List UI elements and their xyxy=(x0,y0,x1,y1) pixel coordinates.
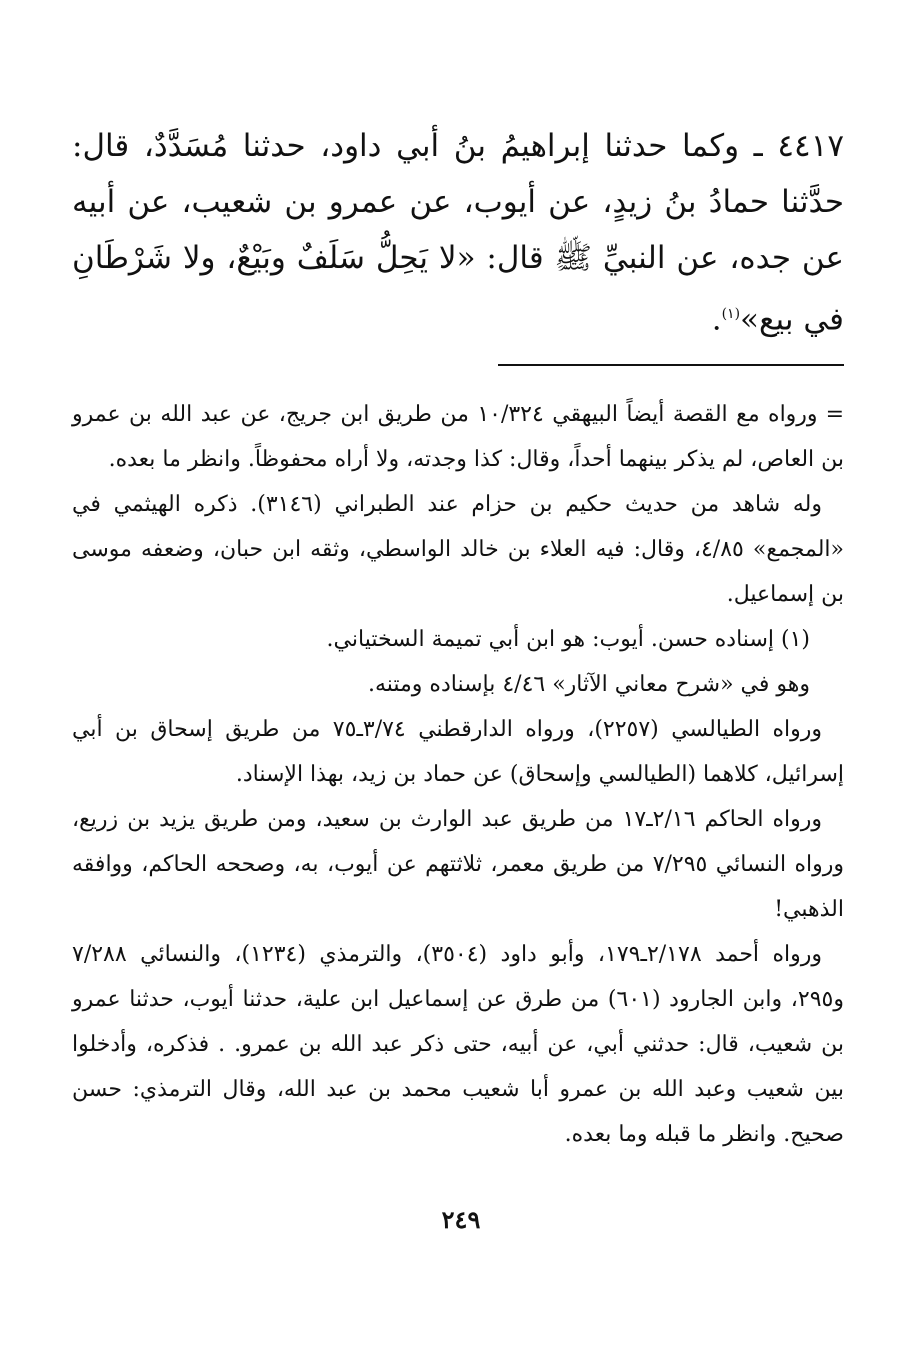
footnote-ahmad: ورواه أحمد ٢/١٧٨ـ١٧٩، وأبو داود (٣٥٠٤)، والترمذي (١٢٣٤)، والنسائي ٧/٢٨٨ و٢٩٥، وابن الجارود (٦٠١) من طرق عن إسماعيل ابن علية، حدثنا أيوب، حدثنا عمرو بن شعيب، قال: حدثني أبي، عن أبيه، حتى ذكر عبد الله بن عمرو. . فذكره، وأدخلوا بين شعيب وعبد الله بن عمرو أبا شعيب محمد بن عبد الله، وقال الترمذي: حسن صحيح. وانظر ما قبله وما بعده. xyxy=(72,942,844,1147)
footnote-continuation-text: ورواه مع القصة أيضاً البيهقي ١٠/٣٢٤ من طريق ابن جريج، عن عبد الله بن عمرو بن العاص، لم يذكر بينهما أحداً، وقال: كذا وجدته، ولا أراه محفوظاً. وانظر ما بعده. xyxy=(72,402,844,472)
hadith-number: ٤٤١٧ xyxy=(777,128,844,164)
continuation-mark: = xyxy=(825,402,844,427)
hadith-paragraph: ٤٤١٧ ـ وكما حدثنا إبراهيمُ بنُ أبي داود، حدثنا مُسَدَّدٌ، قال: حدَّثنا حمادُ بنُ زيدٍ، عن أيوب، عن عمرو بن شعيب، عن أبيه عن جده، عن النبيِّ ﷺ قال: «لا يَحِلُّ سَلَفٌ وبَيْعٌ، ولا شَرْطَانِ في بيع»$^{(١)}$. xyxy=(72,128,844,338)
footnote-continuation xyxy=(72,392,844,482)
hadith-text xyxy=(72,118,844,347)
footnote-witness: وله شاهد من حديث حكيم بن حزام عند الطبراني (٣١٤٦). ذكره الهيثمي في «المجمع» ٤/٨٥، وقال: فيه العلاء بن خالد الواسطي، وثقه ابن حبان، وضعفه موسى بن إسماعيل. xyxy=(72,492,844,607)
footnote-hakim: ورواه الحاكم ٢/١٦ـ١٧ من طريق عبد الوارث بن سعيد، ومن طريق يزيد بن زريع، ورواه النسائي ٧/٢٩٥ من طريق معمر، ثلاثتهم عن أيوب، به، وصححه الحاكم، ووافقه الذهبي! xyxy=(72,807,844,922)
footnote-1-line-2: وهو في «شرح معاني الآثار» ٤/٤٦ بإسناده ومتنه. xyxy=(367,672,810,697)
footnote-tayalisi: ورواه الطيالسي (٢٢٥٧)، ورواه الدارقطني ٣/٧٤ـ٧٥ من طريق إسحاق بن أبي إسرائيل، كلاهما (الطيالسي وإسحاق) عن حماد بن زيد، بهذا الإسناد. xyxy=(72,717,844,787)
footnote-reference: (١) xyxy=(721,306,741,322)
page-number: ٢٤٩ xyxy=(441,1205,481,1234)
footnotes-section xyxy=(72,392,844,1157)
footnote-1-line-1: (١) إسناده حسن. أيوب: هو ابن أبي تميمة السختياني. xyxy=(326,627,810,652)
hadith-body: ـ وكما حدثنا إبراهيمُ بنُ أبي داود، حدثنا مُسَدَّدٌ، قال: حدَّثنا حمادُ بنُ زيدٍ، عن أيوب، عن عمرو بن شعيب، عن أبيه عن جده، عن النبيِّ ﷺ قال: «لا يَحِلُّ سَلَفٌ وبَيْعٌ، ولا شَرْطَانِ في بيع» xyxy=(72,128,844,338)
footnote-divider xyxy=(498,364,844,366)
